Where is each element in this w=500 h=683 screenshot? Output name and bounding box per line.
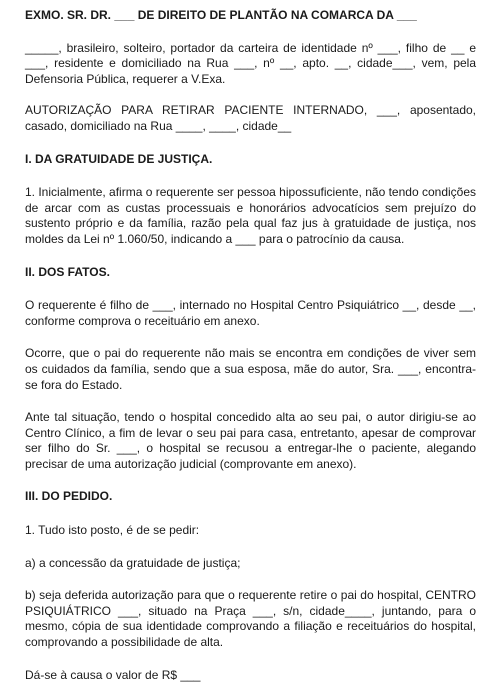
pedido-paragraph-1: 1. Tudo isto posto, é de se pedir: [25, 523, 200, 538]
fatos-paragraph-1: O requerente é filho de ___, internado no Hospital Centro Psiquiátrico __, desde __, conforme comprova o receituário em anexo. [25, 298, 476, 328]
pedido-item-b: b) seja deferida autorização para que o requerente retire o pai do hospital, CENTRO PSIQUIÁTRICO ___, situado na Praça ___, s/n, cidade____, juntando, para o mesmo, cópia de sua identidade comprovando a filiação e receituários do hospital, comprovando a possibilidade de alta. [25, 588, 476, 650]
intro-paragraph: _____, brasileiro, solteiro, portador da carteira de identidade nº ___, filho de __ e ___, residente e domiciliado na Rua ___, nº __, apto. __, cidade___, vem, pela Defensoria Pública, requerer a V.Exa. [25, 40, 476, 86]
pedido-item-a: a) a concessão da gratuidade de justiça; [25, 555, 241, 570]
fatos-paragraph-2: Ocorre, que o pai do requerente não mais se encontra em condições de viver sem os cuidados da família, sendo que a sua esposa, mãe do autor, Sra. ___, encontra-se fora do Estado. [25, 346, 476, 392]
valor-da-causa: Dá-se à causa o valor de R$ ___ [25, 667, 201, 682]
gratuidade-paragraph: 1. Inicialmente, afirma o requerente ser pessoa hipossuficiente, não tendo condições de arcar com as custas processuais e honorários advocatícios sem prejuízo do sustento próprio e da família, razão pela qual faz jus à gratuidade de justiça, nos moldes da Lei nº 1.060/50, indicando a ___ para o patrocínio da causa. [25, 185, 476, 246]
section-heading-pedido: III. DO PEDIDO. [25, 489, 113, 504]
fatos-paragraph-3: Ante tal situação, tendo o hospital concedido alta ao seu pai, o autor dirigiu-se ao Centro Clínico, a fim de levar o seu pai para casa, entretanto, apesar de comprovar ser filho do Sr. ___, o hospital se recusou a entregar-lhe o paciente, alegando precisar de uma autorização judicial (comprovante em anexo). [25, 410, 476, 471]
section-heading-gratuidade: I. DA GRATUIDADE DE JUSTIÇA. [25, 151, 213, 166]
document-title: EXMO. SR. DR. ___ DE DIREITO DE PLANTÃO NA COMARCA DA ___ [25, 8, 417, 22]
action-paragraph: AUTORIZAÇÃO PARA RETIRAR PACIENTE INTERNADO, ___, aposentado, casado, domiciliado na Rua ____, ____, cidade__ [25, 103, 476, 133]
section-heading-fatos: II. DOS FATOS. [25, 264, 110, 279]
